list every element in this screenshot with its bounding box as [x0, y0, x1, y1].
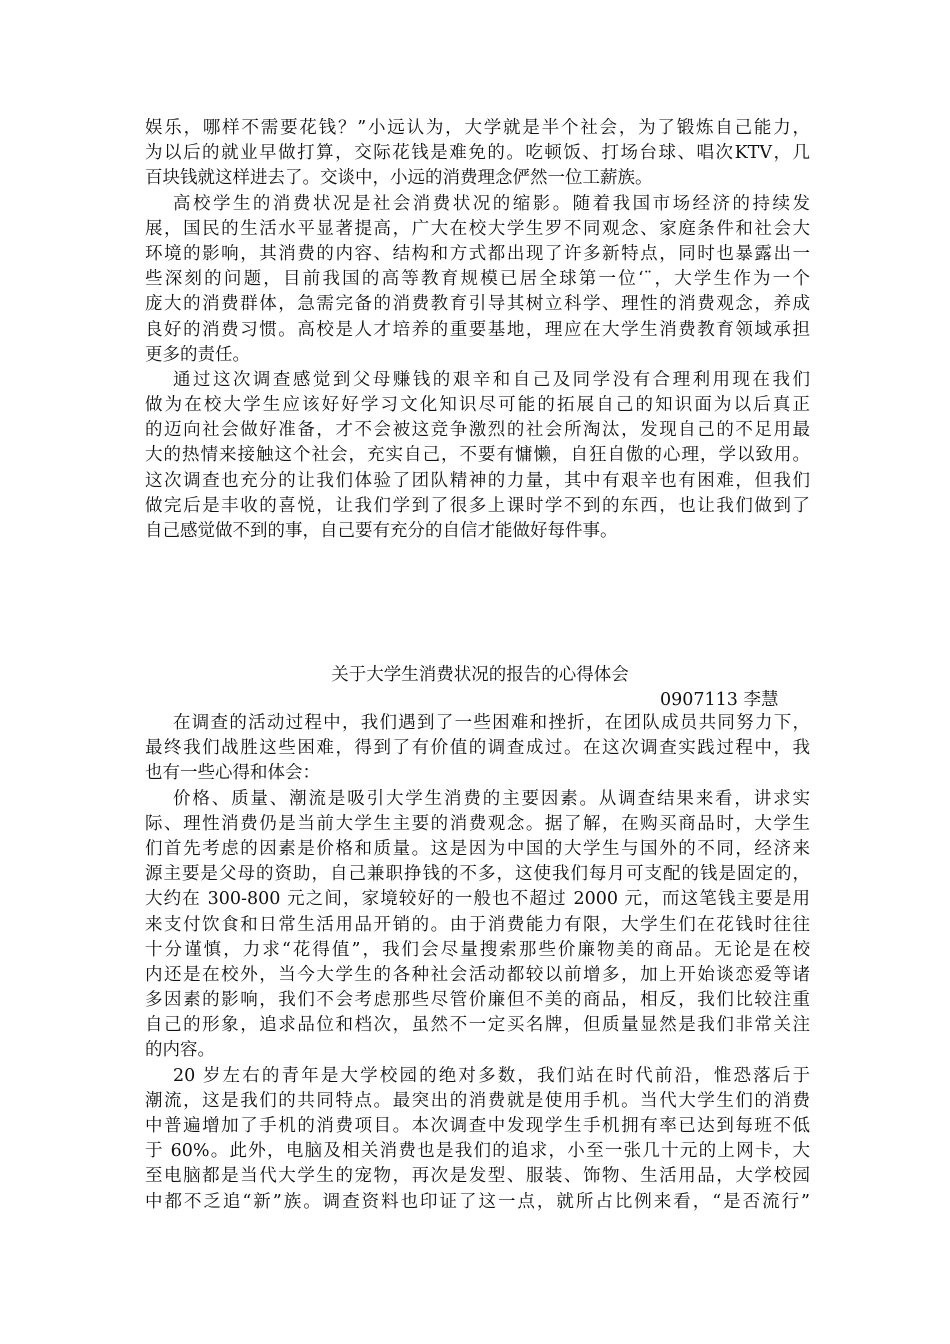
paragraph-line: 来支付饮食和日常生活用品开销的。由于消费能力有限，大学生们在花钱时往往	[145, 914, 810, 935]
paragraph-line: 在调查的活动过程中，我们遇到了一些困难和挫折，在团队成员共同努力下，	[173, 713, 810, 733]
paragraph-line: 际、理性消费仍是当前大学生主要的消费观念。据了解，在购买商品时，大学生	[145, 813, 810, 834]
paragraph-line: 些深刻的问题，目前我国的高等教育规模已居全球第一位‘¨，大学生作为一个	[145, 269, 810, 290]
paragraph-line: 们首先考虑的因素是价格和质量。这是因为中国的大学生与国外的不同，经济来	[145, 838, 810, 859]
paragraph-line: 于 60%。此外，电脑及相关消费也是我们的追求，小至一张几十元的上网卡，大	[145, 1141, 810, 1162]
paragraph-line: 自己的形象，追求品位和档次，虽然不一定买名牌，但质量显然是我们非常关注	[145, 1015, 810, 1036]
section1-body	[145, 116, 810, 544]
paragraph-line: 至电脑都是当代大学生的宠物，再次是发型、服装、饰物、生活用品，大学校园	[145, 1166, 810, 1187]
paragraph-line: 也有一些心得和体会：	[145, 763, 320, 784]
paragraph-line: 内还是在校外，当今大学生的各种社会活动都较以前增多，加上开始谈恋爱等诸	[145, 964, 810, 985]
paragraph-line: 十分谨慎，力求“花得值”，我们会尽量搜索那些价廉物美的商品。无论是在校	[145, 939, 810, 960]
paragraph-line: 多因素的影响，我们不会考虑那些尽管价廉但不美的商品，相反，我们比较注重	[145, 990, 810, 1011]
paragraph-line: 这次调查也充分的让我们体验了团队精神的力量，其中有艰辛也有困难，但我们	[145, 470, 810, 491]
paragraph-line: 中都不乏追“新”族。调查资料也印证了这一点，就所占比例来看，“是否流行”	[145, 1191, 810, 1212]
paragraph-line: 中普遍增加了手机的消费项目。本次调查中发现学生手机拥有率已达到每班不低	[145, 1116, 810, 1136]
paragraph-line: 百块钱就这样进去了。交谈中，小远的消费理念俨然一位工薪族。	[145, 168, 653, 189]
paragraph-line: 的迈向社会做好准备，才不会被这竞争激烈的社会所淘汰，发现自己的不足用最	[145, 420, 810, 441]
paragraph-line: 源主要是父母的资助，自己兼职挣钱的不多，这使我们每月可支配的钱是固定的，	[145, 864, 810, 885]
paragraph-line: 20 岁左右的青年是大学校园的绝对多数，我们站在时代前沿，惟恐落后于	[173, 1065, 810, 1086]
paragraph-line: 潮流，这是我们的共同特点。最突出的消费就是使用手机。当代大学生们的消费	[145, 1090, 810, 1111]
paragraph-line: 通过这次调查感觉到父母赚钱的艰辛和自己及同学没有合理利用现在我们	[173, 369, 810, 390]
paragraph-line: 的内容。	[145, 1040, 215, 1061]
paragraph-line: 做为在校大学生应该好好学习文化知识尽可能的拓展自己的知识面为以后真正	[145, 395, 810, 416]
paragraph-line: 更多的责任。	[145, 344, 250, 365]
paragraph-line: 良好的消费习惯。高校是人才培养的重要基地，理应在大学生消费教育领域承担	[145, 319, 810, 340]
paragraph-line: 价格、质量、潮流是吸引大学生消费的主要因素。从调查结果来看，讲求实	[173, 788, 810, 809]
paragraph-line: 为以后的就业早做打算，交际花钱是难免的。吃顿饭、打场台球、唱次KTV，几	[145, 143, 810, 164]
report-title: 关于大学生消费状况的报告的心得体会	[331, 665, 629, 685]
paragraph-line: 大的热情来接触这个社会，充实自己，不要有慵懒，自狂自傲的心理，学以致用。	[145, 445, 810, 466]
paragraph-line: 展，国民的生活水平显著提高，广大在校大学生罗不同观念、家庭条件和社会大	[145, 218, 810, 239]
paragraph-line: 自己感觉做不到的事，自己要有充分的自信才能做好每件事。	[145, 521, 618, 541]
paragraph-line: 庞大的消费群体，急需完备的消费教育引导其树立科学、理性的消费观念，养成	[145, 294, 810, 315]
paragraph-line: 大约在 300-800 元之间，家境较好的一般也不超过 2000 元，而这笔钱主要是用	[145, 889, 810, 910]
paragraph-line: 最终我们战胜这些困难，得到了有价值的调查成过。在这次调查实践过程中，我	[145, 738, 810, 759]
paragraph-line: 做完后是丰收的喜悦，让我们学到了很多上课时学不到的东西，也让我们做到了	[145, 495, 810, 516]
paragraph-line: 高校学生的消费状况是社会消费状况的缩影。随着我国市场经济的持续发	[173, 193, 810, 214]
paragraph-line: 娱乐，哪样不需要花钱？”小远认为，大学就是半个社会，为了锻炼自己能力，	[145, 118, 810, 138]
author-line: 0907113 李慧	[660, 690, 779, 710]
paragraph-line: 环境的影响，其消费的内容、结构和方式都出现了许多新特点，同时也暴露出一	[145, 243, 810, 264]
section2-body	[145, 711, 810, 1215]
